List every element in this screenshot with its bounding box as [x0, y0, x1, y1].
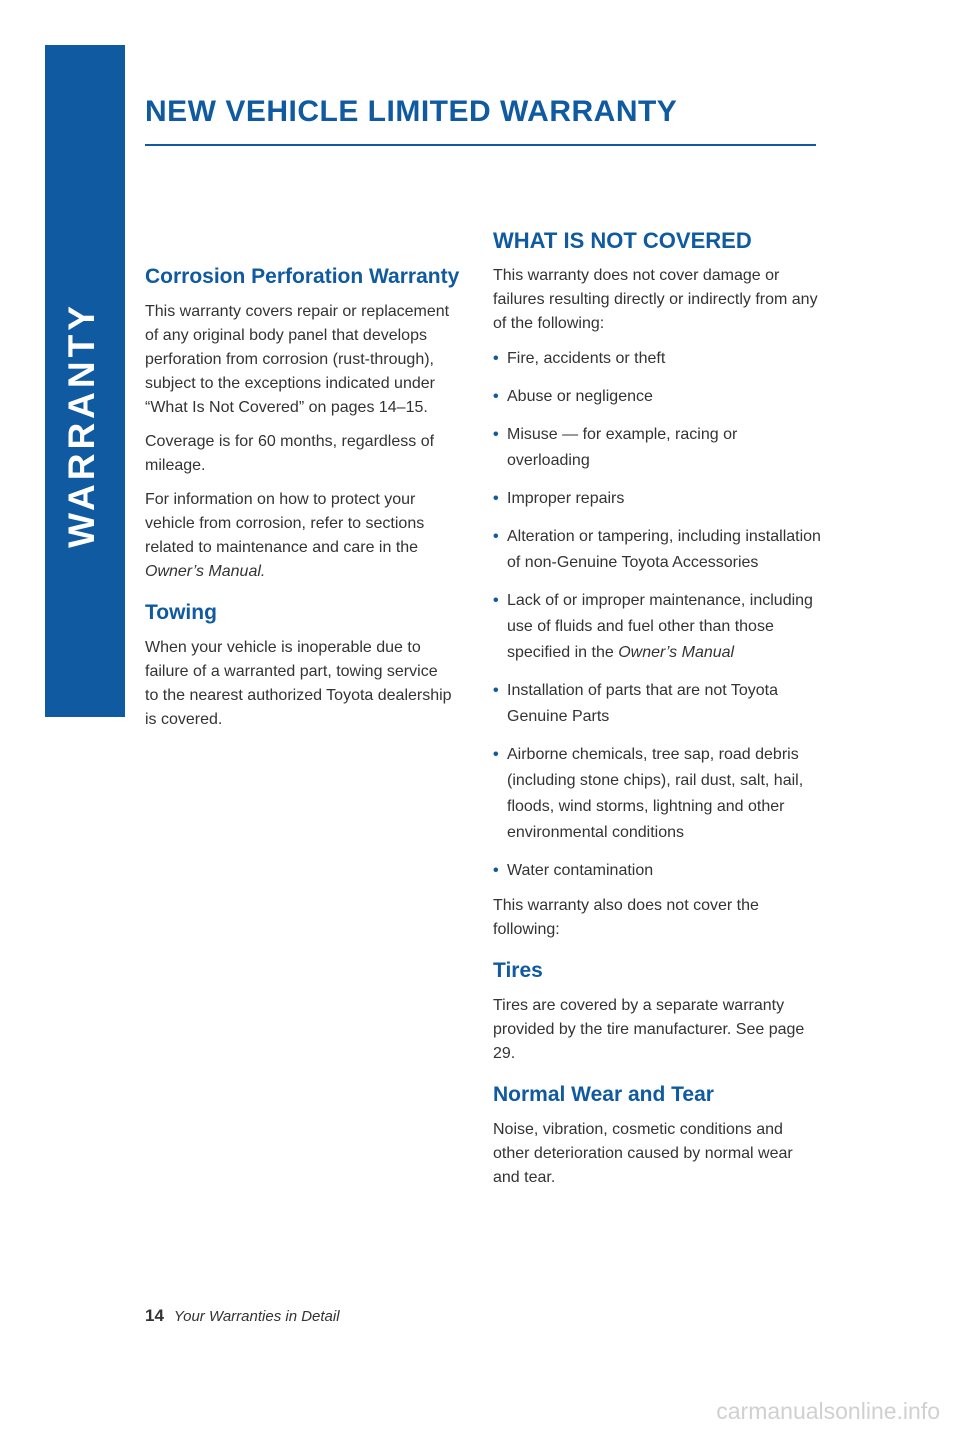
owners-manual-reference: Owner’s Manual	[618, 644, 735, 661]
side-tab	[45, 45, 125, 717]
not-covered-also: This warranty also does not cover the following:	[493, 897, 759, 938]
corrosion-paragraph-2: Coverage is for 60 months, regardless of mileage.	[145, 433, 435, 474]
bullet-icon: •	[493, 490, 499, 507]
right-column	[493, 226, 823, 1200]
bullet-icon: •	[493, 350, 499, 367]
page-number: 14	[145, 1306, 164, 1325]
watermark: carmanualsonline.info	[716, 1398, 940, 1424]
list-item: • Installation of parts that are not Toyota Genuine Parts	[493, 678, 823, 730]
list-item: • Fire, accidents or theft	[493, 346, 823, 372]
corrosion-heading: Corrosion Perforation Warranty	[145, 265, 460, 288]
not-covered-heading: WHAT IS NOT COVERED	[493, 228, 752, 253]
tires-section	[493, 956, 823, 1066]
not-covered-list	[493, 346, 823, 884]
title-divider	[145, 144, 816, 146]
not-covered-intro: This warranty does not cover damage or failures resulting directly or indirectly from any of the following:	[493, 267, 818, 332]
wear-section	[493, 1080, 823, 1190]
list-item: • Water contamination	[493, 858, 823, 884]
corrosion-paragraph-3-text: For information on how to protect your vehicle from corrosion, refer to sections related to maintenance and care in the	[145, 491, 425, 556]
page-footer	[145, 1306, 340, 1326]
side-tab-label: WARRANTY	[61, 302, 102, 548]
wear-heading: Normal Wear and Tear	[493, 1083, 714, 1106]
list-item: • Improper repairs	[493, 486, 823, 512]
owners-manual-reference: Owner’s Manual.	[145, 563, 266, 580]
bullet-icon: •	[493, 426, 499, 443]
list-item: • Alteration or tampering, including installation of non-Genuine Toyota Accessories	[493, 524, 823, 576]
bullet-icon: •	[493, 388, 499, 405]
tires-heading: Tires	[493, 959, 543, 982]
corrosion-paragraph-3	[145, 488, 455, 584]
bullet-icon: •	[493, 592, 499, 609]
bullet-icon: •	[493, 746, 499, 763]
bullet-icon: •	[493, 528, 499, 545]
list-item: • Abuse or negligence	[493, 384, 823, 410]
towing-section	[145, 598, 455, 732]
bullet-icon: •	[493, 862, 499, 879]
list-item: • Airborne chemicals, tree sap, road debris (including stone chips), rail dust, salt, hail, floods, wind storms, lightning and other environmental conditions	[493, 742, 823, 846]
towing-paragraph: When your vehicle is inoperable due to failure of a warranted part, towing service to the nearest authorized Toyota dealership is covered.	[145, 639, 452, 728]
footer-section-label: Your Warranties in Detail	[173, 1308, 340, 1325]
not-covered-section	[493, 226, 823, 942]
bullet-icon: •	[493, 682, 499, 699]
left-column	[145, 262, 460, 742]
list-item: • Lack of or improper maintenance, including use of fluids and fuel other than those specified in the Owner’s Manual	[493, 588, 823, 666]
corrosion-section	[145, 262, 460, 584]
list-item: • Misuse — for example, racing or overloading	[493, 422, 823, 474]
wear-paragraph: Noise, vibration, cosmetic conditions and other deterioration caused by normal wear and tear.	[493, 1121, 793, 1186]
page-title: NEW VEHICLE LIMITED WARRANTY	[145, 95, 678, 128]
tires-paragraph: Tires are covered by a separate warranty provided by the tire manufacturer. See page 29.	[493, 997, 805, 1062]
towing-heading: Towing	[145, 601, 217, 624]
corrosion-paragraph-1: This warranty covers repair or replacement of any original body panel that develops perforation from corrosion (rust-through), subject to the exceptions indicated under “What Is Not Covered” on pages 14–15.	[145, 303, 450, 416]
